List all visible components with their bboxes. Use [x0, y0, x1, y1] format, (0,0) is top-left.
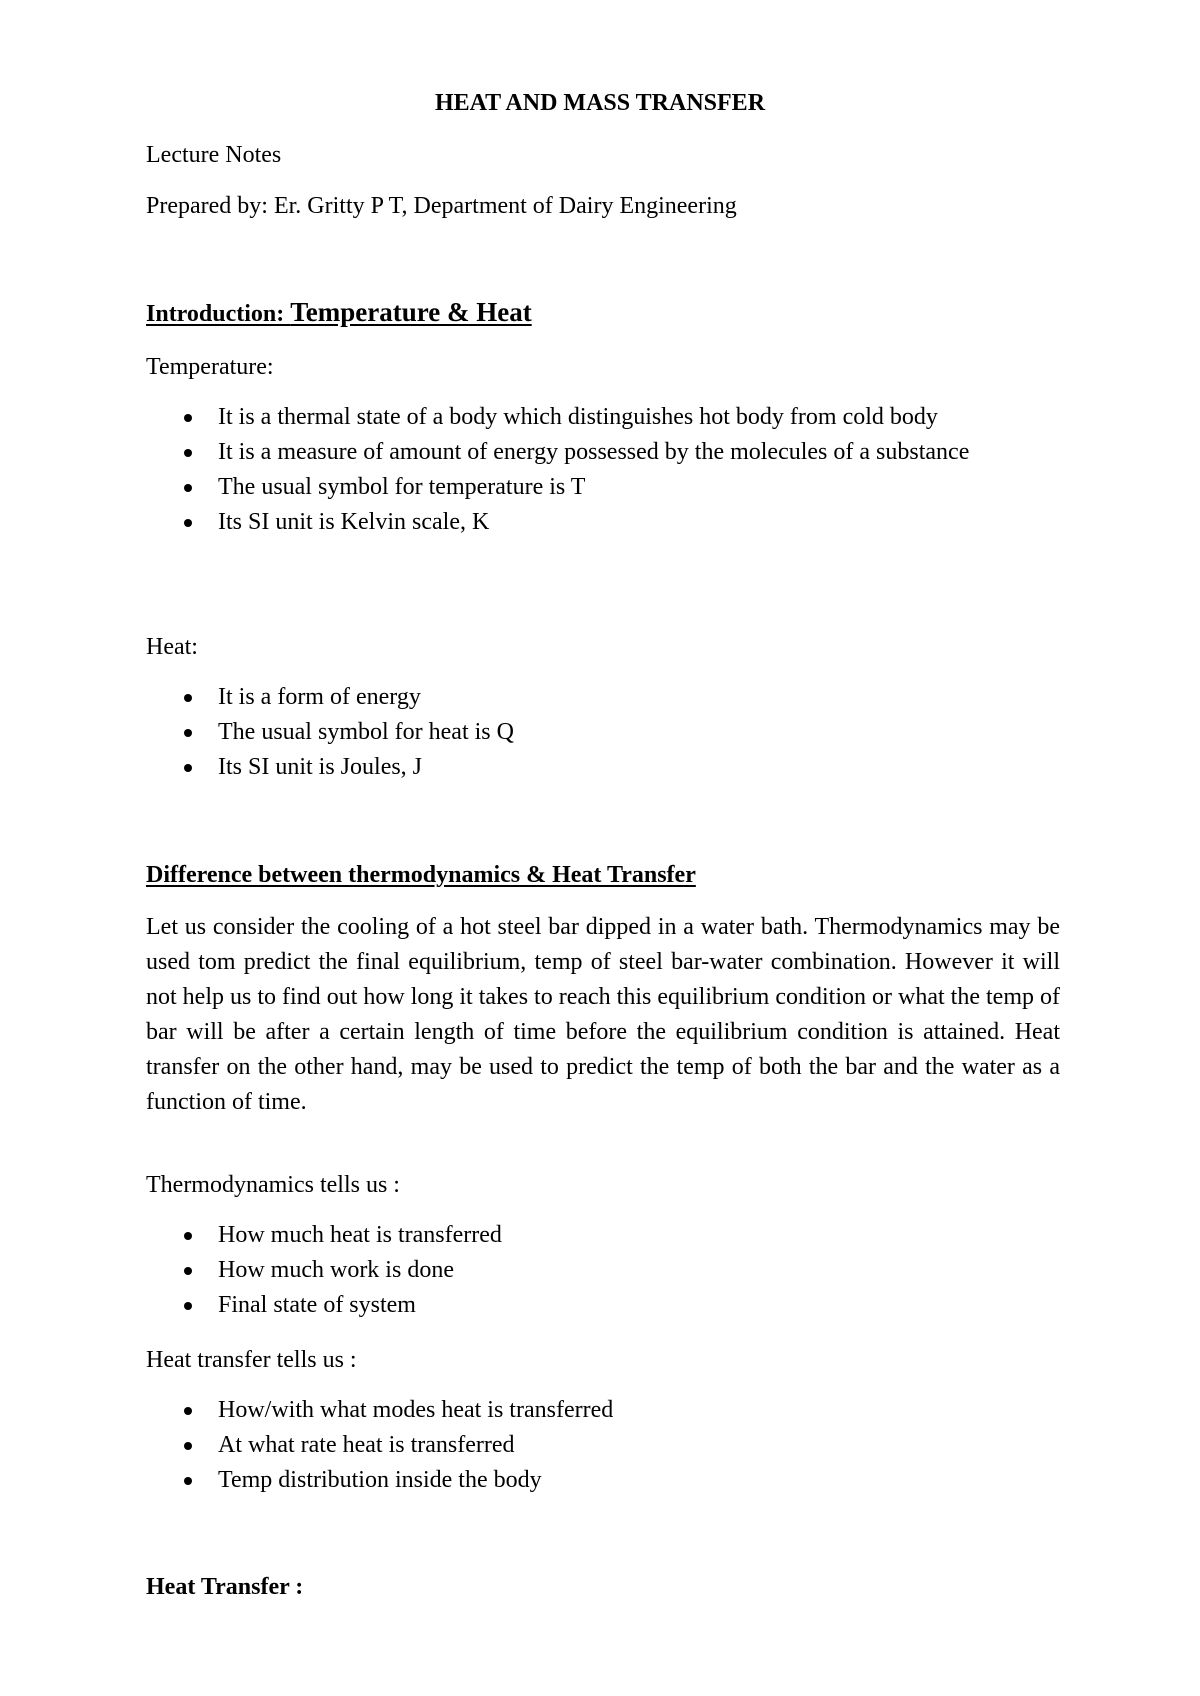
list-item: How/with what modes heat is transferred	[0, 1393, 1058, 1428]
list-item: Final state of system	[0, 1288, 1058, 1323]
document-subtitle: Lecture Notes	[146, 142, 282, 168]
bullet-icon	[184, 1442, 192, 1450]
section-heading-heat-transfer: Heat Transfer :	[146, 1574, 304, 1600]
list-item: Its SI unit is Joules, J	[0, 750, 1058, 785]
heading-intro-topic: Temperature & Heat	[290, 297, 532, 327]
bullet-icon	[184, 1232, 192, 1240]
bullet-icon	[184, 1477, 192, 1485]
bullet-icon	[184, 449, 192, 457]
list-item: It is a measure of amount of energy possessed by the molecules of a substance	[0, 435, 1058, 470]
bullet-icon	[184, 764, 192, 772]
temperature-label: Temperature:	[146, 354, 274, 380]
list-item: The usual symbol for temperature is T	[0, 470, 1058, 505]
heat-label: Heat:	[146, 634, 198, 660]
heat-transfer-label: Heat transfer tells us :	[146, 1347, 357, 1373]
section-heading-difference: Difference between thermodynamics & Heat Transfer	[146, 862, 696, 888]
list-item: The usual symbol for heat is Q	[0, 715, 1058, 750]
bullet-icon	[184, 519, 192, 527]
thermodynamics-list	[0, 1218, 1200, 1323]
list-item: It is a form of energy	[0, 680, 1058, 715]
bullet-icon	[184, 414, 192, 422]
bullet-icon	[184, 694, 192, 702]
list-item: How much heat is transferred	[0, 1218, 1058, 1253]
list-item: At what rate heat is transferred	[0, 1428, 1058, 1463]
heading-intro-label: Introduction:	[146, 301, 291, 327]
heat-list	[0, 680, 1200, 785]
thermodynamics-label: Thermodynamics tells us :	[146, 1172, 400, 1198]
bullet-icon	[184, 1407, 192, 1415]
document-title: HEAT AND MASS TRANSFER	[434, 90, 766, 116]
author-line: Prepared by: Er. Gritty P T, Department of Dairy Engineering	[146, 193, 737, 219]
temperature-list	[0, 400, 1200, 540]
list-item: It is a thermal state of a body which distinguishes hot body from cold body	[0, 400, 1058, 435]
bullet-icon	[184, 729, 192, 737]
section-heading-introduction	[146, 295, 532, 332]
bullet-icon	[184, 1267, 192, 1275]
list-item: How much work is done	[0, 1253, 1058, 1288]
difference-paragraph: Let us consider the cooling of a hot steel bar dipped in a water bath. Thermodynamics may be used tom predict the final equilibrium, temp of steel bar-water combination. However it will not help us to find out how long it takes to reach this equilibrium condition or what the temp of bar will be after a certain length of time before the equilibrium condition is attained. Heat transfer on the other hand, may be used to predict the temp of both the bar and the water as a function of time.	[146, 914, 1060, 1115]
list-item: Its SI unit is Kelvin scale, K	[0, 505, 1058, 540]
bullet-icon	[184, 484, 192, 492]
bullet-icon	[184, 1302, 192, 1310]
heat-transfer-list	[0, 1393, 1200, 1498]
list-item: Temp distribution inside the body	[0, 1463, 1058, 1498]
